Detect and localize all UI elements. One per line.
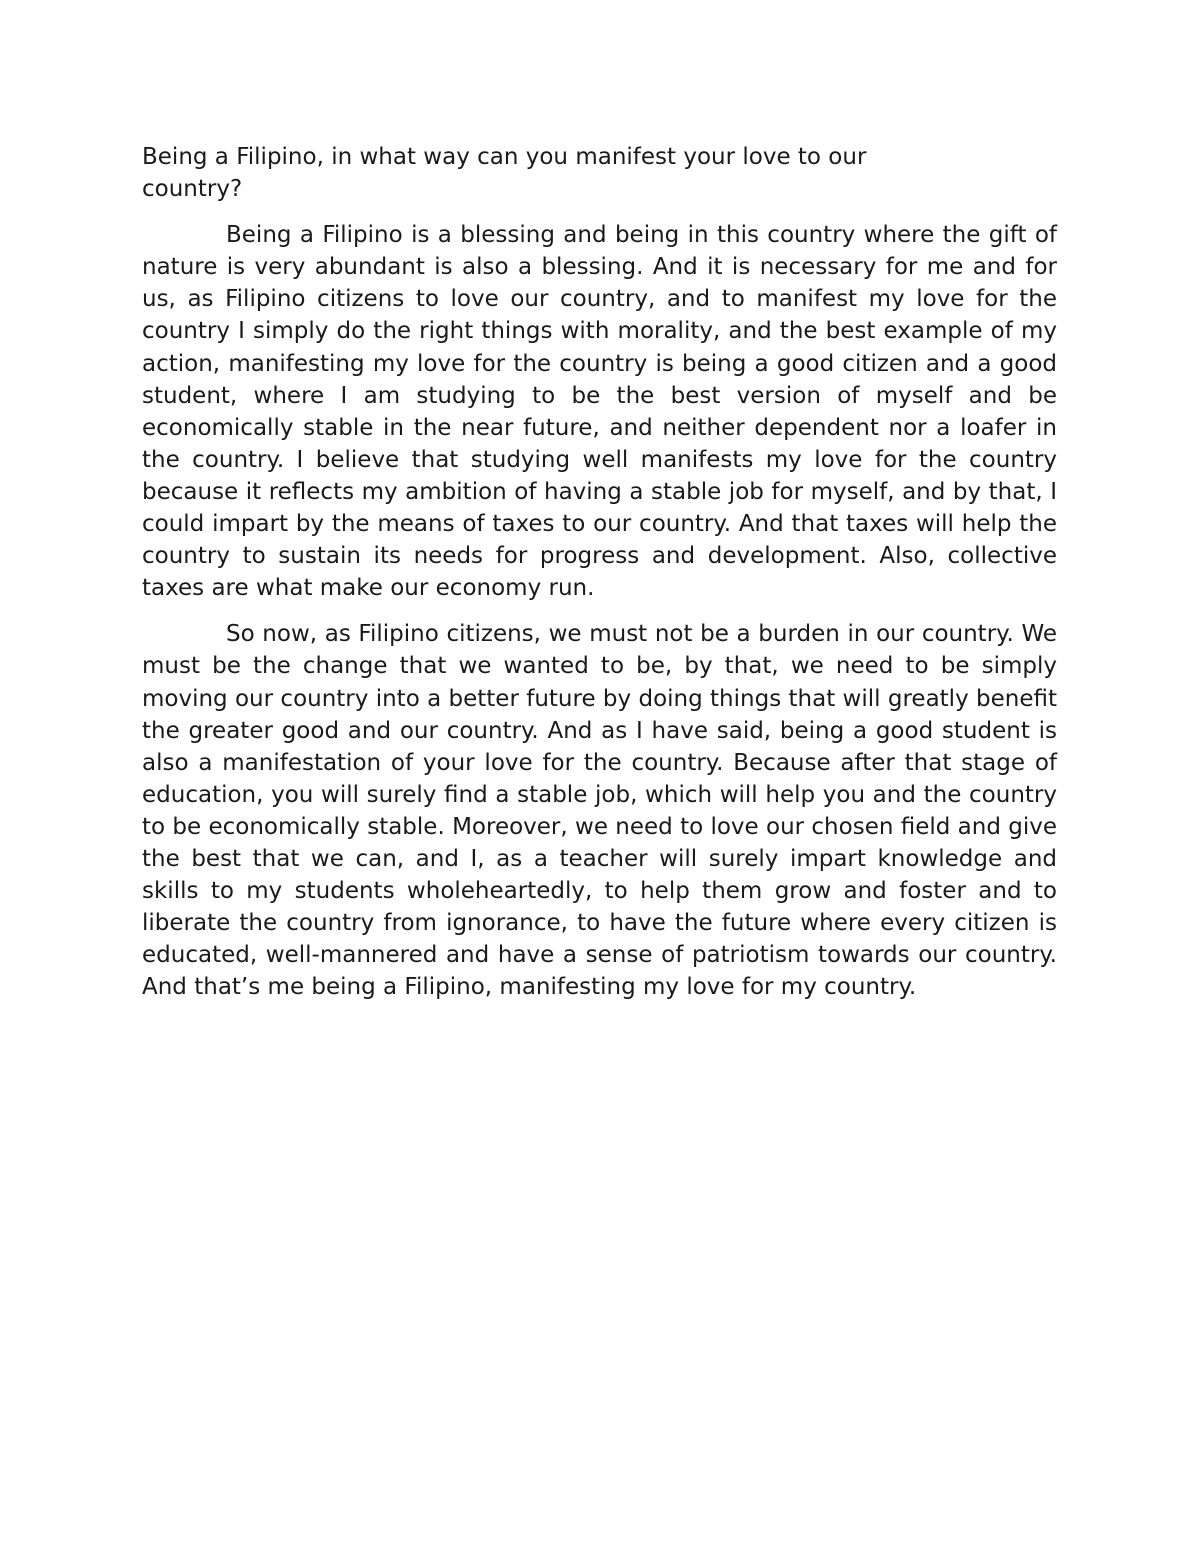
essay-paragraph-1: Being a Filipino is a blessing and being in this country where the gift of nature is very abundant is also a blessing. And it is necessary for me and for us, as Filipino citizens to love our country, and to manifest my love for the country I simply do the right things with morality, and the best example of my action, manifesting my love for the country is being a good citizen and a good student, where I am studying to be the best version of myself and be economically stable in the near future, and neither dependent nor a loafer in the country. I believe that studying well manifests my love for the country because it reflects my ambition of having a stable job for myself, and by that, I could impart by the means of taxes to our country. And that taxes will help the country to sustain its needs for progress and development. Also, collective taxes are what make our economy run.: [142, 222, 1057, 602]
essay-paragraph-2: So now, as Filipino citizens, we must not be a burden in our country. We must be the change that we wanted to be, by that, we need to be simply moving our country into a better future by doing things that will greatly benefit the greater good and our country. And as I have said, being a good student is also a manifestation of your love for the country. Because after that stage of education, you will surely find a stable job, which will help you and the country to be economically stable. Moreover, we need to love our chosen field and give the best that we can, and I, as a teacher will surely impart knowledge and skills to my students wholeheartedly, to help them grow and foster and to liberate the country from ignorance, to have the future where every citizen is educated, well-mannered and have a sense of patriotism towards our country. And that’s me being a Filipino, manifesting my love for my country.: [142, 621, 1058, 1001]
essay-question: Being a Filipino, in what way can you manifest your love to our country?: [142, 144, 867, 203]
document-body: [142, 141, 1057, 1017]
